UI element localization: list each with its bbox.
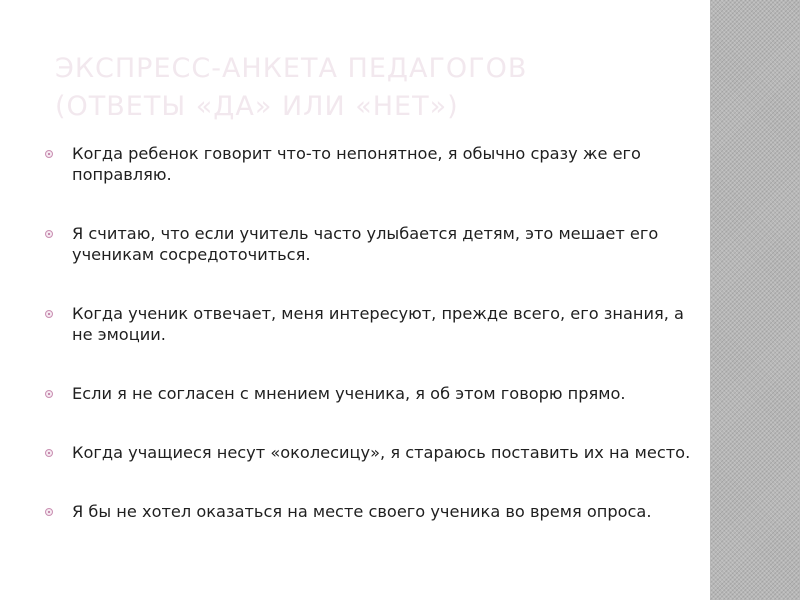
questionnaire-item [45,143,705,185]
questionnaire-item [45,223,705,265]
questionnaire-item [45,501,705,522]
questionnaire-item [45,383,705,404]
questionnaire-item-text: Когда ученик отвечает, меня интересуют, прежде всего, его знания, а не эмоции. [72,304,684,344]
slide-title-line-2: (ОТВЕТЫ «ДА» ИЛИ «НЕТ») [55,91,459,122]
circle-bullet-icon [45,310,53,318]
slide-title-line-1: ЭКСПРЕСС-АНКЕТА ПЕДАГОГОВ [55,53,528,84]
circle-bullet-icon [45,150,53,158]
questionnaire-item-text: Я бы не хотел оказаться на месте своего ученика во время опроса. [72,502,652,521]
questionnaire-item [45,442,705,463]
circle-bullet-icon [45,230,53,238]
questionnaire-item [45,303,705,345]
questionnaire-item-text: Когда ребенок говорит что-то непонятное, я обычно сразу же его поправляю. [72,144,641,184]
decorative-side-panel [710,0,800,600]
slide-title [55,50,695,126]
circle-bullet-icon [45,390,53,398]
questionnaire-list [45,143,705,560]
questionnaire-item-text: Когда учащиеся несут «околесицу», я стараюсь поставить их на место. [72,443,691,462]
circle-bullet-icon [45,508,53,516]
questionnaire-item-text: Если я не согласен с мнением ученика, я об этом говорю прямо. [72,384,626,403]
questionnaire-item-text: Я считаю, что если учитель часто улыбается детям, это мешает его ученикам сосредоточиться. [72,224,659,264]
circle-bullet-icon [45,449,53,457]
